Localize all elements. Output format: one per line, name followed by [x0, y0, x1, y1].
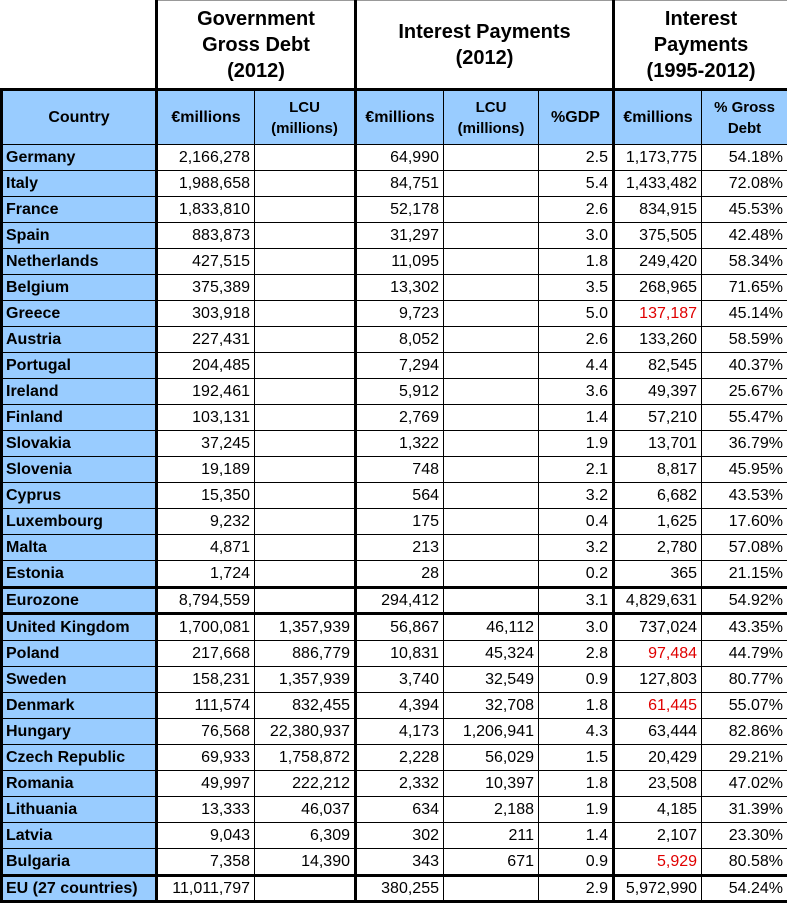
cell-country: Bulgaria: [2, 849, 157, 876]
table-row: [2, 745, 787, 771]
cell-debt-eur: 76,568: [157, 719, 255, 745]
cell-int-lcu: [444, 197, 539, 223]
cell-cum-pct: 40.37%: [702, 353, 787, 379]
cell-debt-lcu: [255, 509, 356, 535]
cell-debt-eur: 69,933: [157, 745, 255, 771]
cell-country: France: [2, 197, 157, 223]
cell-int-gdp: 3.5: [539, 275, 614, 301]
cell-cum-eur: 4,829,631: [614, 588, 702, 614]
cell-int-lcu: 46,112: [444, 614, 539, 641]
table-row: [2, 849, 787, 876]
cell-cum-pct: 57.08%: [702, 535, 787, 561]
cell-int-eur: 175: [356, 509, 444, 535]
cell-int-lcu: [444, 223, 539, 249]
cell-int-lcu: [444, 405, 539, 431]
cell-int-gdp: 1.5: [539, 745, 614, 771]
cell-debt-eur: 103,131: [157, 405, 255, 431]
cell-int-gdp: 5.4: [539, 171, 614, 197]
cell-int-lcu: [444, 249, 539, 275]
col-debt-eur: €millions: [157, 90, 255, 145]
cell-int-lcu: [444, 327, 539, 353]
group-debt-title: Government Gross Debt (2012): [157, 1, 356, 90]
cell-int-eur: 11,095: [356, 249, 444, 275]
cell-int-eur: 4,394: [356, 693, 444, 719]
cell-debt-eur: 2,166,278: [157, 145, 255, 171]
table-row: [2, 379, 787, 405]
cell-int-eur: 294,412: [356, 588, 444, 614]
cell-debt-eur: 15,350: [157, 483, 255, 509]
cell-int-gdp: 3.1: [539, 588, 614, 614]
cell-debt-lcu: [255, 405, 356, 431]
cell-cum-pct: 54.18%: [702, 145, 787, 171]
cell-int-eur: 213: [356, 535, 444, 561]
cell-debt-eur: 303,918: [157, 301, 255, 327]
cell-debt-lcu: 222,212: [255, 771, 356, 797]
cell-country: Czech Republic: [2, 745, 157, 771]
table-row: [2, 614, 787, 641]
cell-int-gdp: 3.2: [539, 535, 614, 561]
cell-debt-lcu: [255, 561, 356, 588]
table-row: [2, 693, 787, 719]
cell-int-eur: 7,294: [356, 353, 444, 379]
cell-country: Spain: [2, 223, 157, 249]
cell-int-gdp: 1.8: [539, 693, 614, 719]
cell-int-lcu: [444, 171, 539, 197]
cell-country: Eurozone: [2, 588, 157, 614]
cell-cum-pct: 44.79%: [702, 641, 787, 667]
cell-cum-pct: 31.39%: [702, 797, 787, 823]
cell-debt-eur: 9,232: [157, 509, 255, 535]
cell-country: Luxembourg: [2, 509, 157, 535]
cell-int-gdp: 5.0: [539, 301, 614, 327]
cell-debt-eur: 8,794,559: [157, 588, 255, 614]
cell-int-lcu: [444, 509, 539, 535]
cell-int-gdp: 0.2: [539, 561, 614, 588]
cell-debt-lcu: [255, 249, 356, 275]
cell-country: Belgium: [2, 275, 157, 301]
cell-cum-eur: 5,929: [614, 849, 702, 876]
cell-country: Italy: [2, 171, 157, 197]
cell-country: Poland: [2, 641, 157, 667]
cell-country: Hungary: [2, 719, 157, 745]
cell-cum-pct: 36.79%: [702, 431, 787, 457]
cell-int-lcu: [444, 379, 539, 405]
cell-cum-pct: 17.60%: [702, 509, 787, 535]
cell-int-eur: 10,831: [356, 641, 444, 667]
cell-debt-eur: 427,515: [157, 249, 255, 275]
cell-debt-eur: 4,871: [157, 535, 255, 561]
cell-debt-eur: 375,389: [157, 275, 255, 301]
cell-int-lcu: [444, 301, 539, 327]
table-row: [2, 197, 787, 223]
cell-int-lcu: 32,708: [444, 693, 539, 719]
table-row: [2, 223, 787, 249]
cell-int-lcu: [444, 483, 539, 509]
cell-int-gdp: 2.5: [539, 145, 614, 171]
cell-cum-eur: 13,701: [614, 431, 702, 457]
cell-int-gdp: 3.0: [539, 614, 614, 641]
cell-debt-lcu: 1,357,939: [255, 614, 356, 641]
cell-cum-pct: 72.08%: [702, 171, 787, 197]
cell-int-lcu: [444, 145, 539, 171]
cell-country: Germany: [2, 145, 157, 171]
cell-cum-pct: 54.92%: [702, 588, 787, 614]
cell-cum-eur: 23,508: [614, 771, 702, 797]
cell-int-eur: 564: [356, 483, 444, 509]
cell-cum-eur: 137,187: [614, 301, 702, 327]
cell-int-lcu: 56,029: [444, 745, 539, 771]
cell-country: Denmark: [2, 693, 157, 719]
cell-int-eur: 343: [356, 849, 444, 876]
cell-cum-eur: 61,445: [614, 693, 702, 719]
cell-debt-eur: 883,873: [157, 223, 255, 249]
col-cum-pct: % Gross Debt: [702, 90, 787, 145]
cell-cum-eur: 834,915: [614, 197, 702, 223]
table-row: [2, 327, 787, 353]
cell-int-gdp: 1.4: [539, 405, 614, 431]
cell-cum-pct: 71.65%: [702, 275, 787, 301]
cell-int-eur: 84,751: [356, 171, 444, 197]
cell-cum-pct: 80.77%: [702, 667, 787, 693]
cell-int-gdp: 1.8: [539, 771, 614, 797]
cell-int-gdp: 2.6: [539, 327, 614, 353]
cell-cum-eur: 20,429: [614, 745, 702, 771]
cell-debt-eur: 9,043: [157, 823, 255, 849]
cell-int-gdp: 1.8: [539, 249, 614, 275]
cell-cum-pct: 45.53%: [702, 197, 787, 223]
cell-cum-pct: 23.30%: [702, 823, 787, 849]
table-row: [2, 171, 787, 197]
cell-int-gdp: 2.9: [539, 876, 614, 902]
table-row: [2, 145, 787, 171]
cell-debt-lcu: 22,380,937: [255, 719, 356, 745]
cell-country: Finland: [2, 405, 157, 431]
cell-debt-eur: 13,333: [157, 797, 255, 823]
cell-debt-eur: 158,231: [157, 667, 255, 693]
cell-cum-pct: 45.14%: [702, 301, 787, 327]
cell-int-gdp: 0.4: [539, 509, 614, 535]
table-row: [2, 353, 787, 379]
cell-cum-eur: 133,260: [614, 327, 702, 353]
cell-int-lcu: 10,397: [444, 771, 539, 797]
cell-cum-eur: 49,397: [614, 379, 702, 405]
cell-country: Greece: [2, 301, 157, 327]
cell-country: Malta: [2, 535, 157, 561]
table-total-row: [2, 588, 787, 614]
cell-cum-eur: 97,484: [614, 641, 702, 667]
cell-debt-lcu: [255, 483, 356, 509]
cell-int-gdp: 3.0: [539, 223, 614, 249]
cell-country: Cyprus: [2, 483, 157, 509]
cell-int-lcu: 32,549: [444, 667, 539, 693]
cell-int-gdp: 4.3: [539, 719, 614, 745]
col-int-lcu: LCU (millions): [444, 90, 539, 145]
cell-cum-eur: 249,420: [614, 249, 702, 275]
cell-country: Slovakia: [2, 431, 157, 457]
cell-debt-lcu: [255, 876, 356, 902]
cell-int-lcu: [444, 535, 539, 561]
cell-debt-eur: 1,724: [157, 561, 255, 588]
cell-cum-eur: 375,505: [614, 223, 702, 249]
cell-country: Portugal: [2, 353, 157, 379]
cell-int-gdp: 1.9: [539, 797, 614, 823]
cell-debt-lcu: [255, 197, 356, 223]
table-row: [2, 275, 787, 301]
cell-debt-eur: 111,574: [157, 693, 255, 719]
cell-int-gdp: 0.9: [539, 667, 614, 693]
cell-debt-lcu: [255, 379, 356, 405]
cell-cum-eur: 737,024: [614, 614, 702, 641]
cell-int-eur: 2,228: [356, 745, 444, 771]
col-cum-eur: €millions: [614, 90, 702, 145]
cell-debt-eur: 49,997: [157, 771, 255, 797]
table-row: [2, 823, 787, 849]
cell-int-eur: 2,769: [356, 405, 444, 431]
cell-cum-eur: 5,972,990: [614, 876, 702, 902]
table-row: [2, 431, 787, 457]
cell-int-eur: 4,173: [356, 719, 444, 745]
cell-int-lcu: [444, 561, 539, 588]
cell-country: EU (27 countries): [2, 876, 157, 902]
col-int-eur: €millions: [356, 90, 444, 145]
cell-int-gdp: 1.9: [539, 431, 614, 457]
cell-debt-lcu: 46,037: [255, 797, 356, 823]
cell-int-lcu: [444, 275, 539, 301]
cell-cum-pct: 58.34%: [702, 249, 787, 275]
cell-cum-eur: 2,780: [614, 535, 702, 561]
cell-int-eur: 28: [356, 561, 444, 588]
cell-cum-eur: 268,965: [614, 275, 702, 301]
cell-int-eur: 634: [356, 797, 444, 823]
cell-cum-pct: 55.07%: [702, 693, 787, 719]
cell-cum-pct: 21.15%: [702, 561, 787, 588]
cell-cum-pct: 43.35%: [702, 614, 787, 641]
cell-cum-eur: 63,444: [614, 719, 702, 745]
cell-int-eur: 380,255: [356, 876, 444, 902]
cell-debt-lcu: 14,390: [255, 849, 356, 876]
cell-debt-lcu: [255, 145, 356, 171]
cell-int-eur: 2,332: [356, 771, 444, 797]
cell-int-gdp: 3.6: [539, 379, 614, 405]
table-row: [2, 561, 787, 588]
cell-int-lcu: [444, 457, 539, 483]
cell-debt-lcu: [255, 275, 356, 301]
cell-int-gdp: 2.6: [539, 197, 614, 223]
cell-cum-pct: 29.21%: [702, 745, 787, 771]
cell-int-eur: 64,990: [356, 145, 444, 171]
cell-country: Sweden: [2, 667, 157, 693]
cell-int-eur: 31,297: [356, 223, 444, 249]
cell-int-lcu: 211: [444, 823, 539, 849]
cell-debt-lcu: [255, 457, 356, 483]
table-row: [2, 301, 787, 327]
cell-int-lcu: [444, 588, 539, 614]
cell-debt-eur: 37,245: [157, 431, 255, 457]
cell-int-eur: 1,322: [356, 431, 444, 457]
cell-int-gdp: 3.2: [539, 483, 614, 509]
cell-debt-eur: 19,189: [157, 457, 255, 483]
cell-int-eur: 5,912: [356, 379, 444, 405]
cell-cum-pct: 55.47%: [702, 405, 787, 431]
group-header-row: [2, 1, 787, 90]
cell-int-gdp: 1.4: [539, 823, 614, 849]
cell-debt-lcu: [255, 327, 356, 353]
cell-cum-eur: 57,210: [614, 405, 702, 431]
cell-country: Estonia: [2, 561, 157, 588]
cell-country: Lithuania: [2, 797, 157, 823]
group-interest-period-title: Interest Payments (1995-2012): [614, 1, 787, 90]
cell-cum-eur: 82,545: [614, 353, 702, 379]
cell-cum-pct: 47.02%: [702, 771, 787, 797]
table-row: [2, 535, 787, 561]
cell-debt-eur: 1,833,810: [157, 197, 255, 223]
cell-cum-eur: 6,682: [614, 483, 702, 509]
group-interest-title: Interest Payments (2012): [356, 1, 614, 90]
cell-int-lcu: [444, 876, 539, 902]
cell-int-lcu: 2,188: [444, 797, 539, 823]
cell-int-lcu: 45,324: [444, 641, 539, 667]
cell-cum-eur: 1,173,775: [614, 145, 702, 171]
cell-debt-lcu: [255, 588, 356, 614]
table-row: [2, 641, 787, 667]
cell-cum-pct: 25.67%: [702, 379, 787, 405]
column-header-row: [2, 90, 787, 145]
cell-int-eur: 302: [356, 823, 444, 849]
cell-cum-pct: 42.48%: [702, 223, 787, 249]
cell-int-eur: 8,052: [356, 327, 444, 353]
cell-country: United Kingdom: [2, 614, 157, 641]
cell-debt-lcu: 1,758,872: [255, 745, 356, 771]
cell-country: Ireland: [2, 379, 157, 405]
cell-int-eur: 3,740: [356, 667, 444, 693]
cell-debt-eur: 1,988,658: [157, 171, 255, 197]
cell-cum-eur: 8,817: [614, 457, 702, 483]
table-row: [2, 457, 787, 483]
table-row: [2, 771, 787, 797]
table-row: [2, 797, 787, 823]
cell-cum-pct: 58.59%: [702, 327, 787, 353]
cell-int-eur: 56,867: [356, 614, 444, 641]
cell-debt-lcu: [255, 431, 356, 457]
cell-country: Romania: [2, 771, 157, 797]
cell-cum-pct: 43.53%: [702, 483, 787, 509]
cell-cum-eur: 2,107: [614, 823, 702, 849]
cell-cum-pct: 82.86%: [702, 719, 787, 745]
cell-cum-pct: 45.95%: [702, 457, 787, 483]
cell-cum-pct: 54.24%: [702, 876, 787, 902]
cell-int-eur: 13,302: [356, 275, 444, 301]
cell-cum-pct: 80.58%: [702, 849, 787, 876]
table-row: [2, 719, 787, 745]
cell-cum-eur: 1,433,482: [614, 171, 702, 197]
table-total-row: [2, 876, 787, 902]
cell-cum-eur: 4,185: [614, 797, 702, 823]
cell-debt-eur: 217,668: [157, 641, 255, 667]
table-row: [2, 509, 787, 535]
cell-country: Austria: [2, 327, 157, 353]
cell-debt-eur: 192,461: [157, 379, 255, 405]
cell-debt-lcu: [255, 535, 356, 561]
cell-country: Slovenia: [2, 457, 157, 483]
cell-cum-eur: 1,625: [614, 509, 702, 535]
table-row: [2, 405, 787, 431]
corner-blank: [2, 1, 157, 90]
cell-debt-lcu: [255, 223, 356, 249]
cell-debt-lcu: 6,309: [255, 823, 356, 849]
cell-int-eur: 748: [356, 457, 444, 483]
cell-int-gdp: 0.9: [539, 849, 614, 876]
cell-int-lcu: 1,206,941: [444, 719, 539, 745]
cell-cum-eur: 127,803: [614, 667, 702, 693]
cell-int-lcu: [444, 353, 539, 379]
cell-int-gdp: 2.8: [539, 641, 614, 667]
col-country: Country: [2, 90, 157, 145]
cell-debt-lcu: [255, 353, 356, 379]
col-debt-lcu: LCU (millions): [255, 90, 356, 145]
table-row: [2, 249, 787, 275]
cell-debt-eur: 227,431: [157, 327, 255, 353]
table-row: [2, 667, 787, 693]
cell-debt-eur: 204,485: [157, 353, 255, 379]
cell-debt-eur: 11,011,797: [157, 876, 255, 902]
cell-debt-lcu: 1,357,939: [255, 667, 356, 693]
cell-cum-eur: 365: [614, 561, 702, 588]
cell-debt-lcu: 886,779: [255, 641, 356, 667]
col-int-gdp: %GDP: [539, 90, 614, 145]
cell-debt-lcu: [255, 301, 356, 327]
table-row: [2, 483, 787, 509]
cell-int-lcu: 671: [444, 849, 539, 876]
cell-int-eur: 9,723: [356, 301, 444, 327]
cell-debt-lcu: [255, 171, 356, 197]
cell-int-eur: 52,178: [356, 197, 444, 223]
cell-int-gdp: 2.1: [539, 457, 614, 483]
cell-debt-eur: 1,700,081: [157, 614, 255, 641]
cell-debt-lcu: 832,455: [255, 693, 356, 719]
cell-country: Netherlands: [2, 249, 157, 275]
cell-int-gdp: 4.4: [539, 353, 614, 379]
cell-debt-eur: 7,358: [157, 849, 255, 876]
cell-int-lcu: [444, 431, 539, 457]
cell-country: Latvia: [2, 823, 157, 849]
